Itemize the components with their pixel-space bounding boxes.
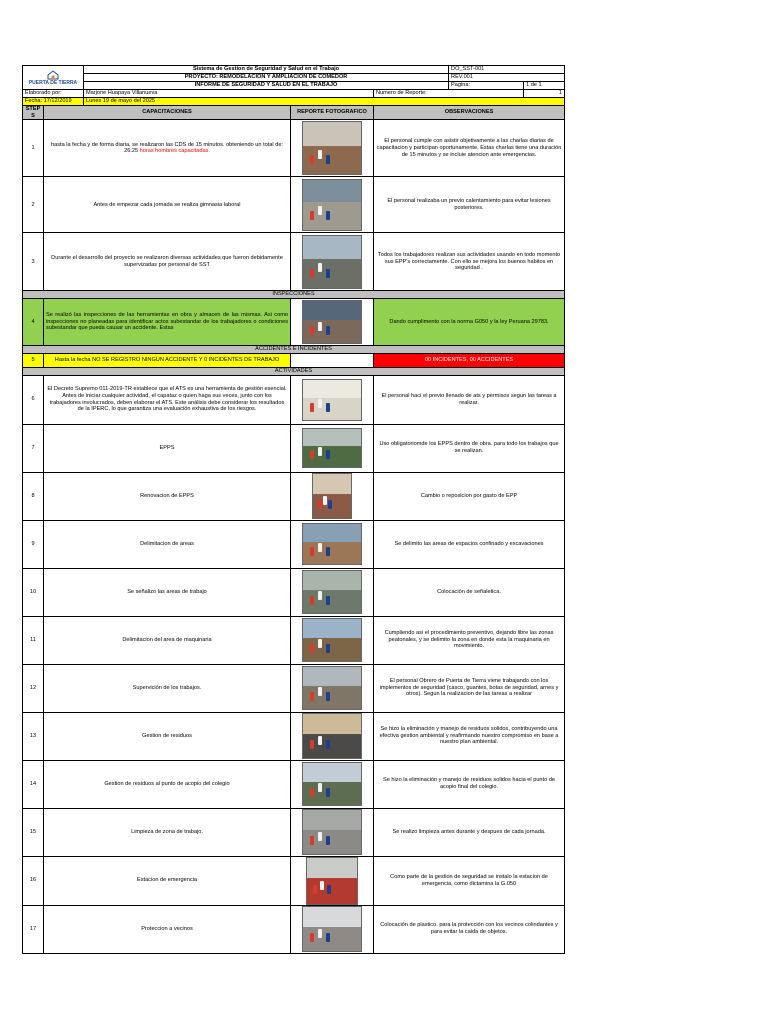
site-photo <box>302 179 362 231</box>
step-number: 5 <box>23 353 44 367</box>
photo-background <box>303 763 361 782</box>
photo-cell <box>291 664 374 712</box>
table-row <box>23 353 565 367</box>
capacitacion-text: hasta la fecha y de forma diaria, se realizaron las CDS de 15 minutos. obteniendo un total de: 26.25 horas hombres capacitadas. <box>44 120 291 177</box>
step-number: 14 <box>23 760 44 808</box>
observacion-text: El personal hací el previo llenado de ats y permisos segun las tareas a realizar. <box>374 375 565 424</box>
table-row <box>23 905 565 953</box>
section-accidentes: ACCIDENTES E INCIDENTES <box>23 346 565 354</box>
worker-figure <box>328 500 332 509</box>
worker-figure <box>326 450 330 459</box>
worker-figure <box>310 403 314 412</box>
worker-figure <box>318 736 322 745</box>
photo-cell <box>291 616 374 664</box>
accident-status-badge: 00 INCIDENTES, 00 ACCIDENTES <box>374 353 565 367</box>
report-title: INFORME DE SEGURIDAD Y SALUD EN EL TRABAJO <box>84 82 449 90</box>
table-row <box>23 299 565 346</box>
company-logo <box>23 66 84 90</box>
report-number-label: Numero de Reporte: <box>374 90 524 98</box>
observacion-text: Se hizo la eliminación y manejo de residuos solidos hacia el punto de acopio final del colegio. <box>374 760 565 808</box>
observacion-text: Se delimito las areas de espacios confinado y excavaciones <box>374 520 565 568</box>
worker-figure <box>310 740 314 749</box>
worker-figure <box>310 547 314 556</box>
table-row <box>23 177 565 233</box>
photo-background <box>307 858 357 879</box>
observacion-text: Colocación de plastico. para la protección con los vecinos colindantes y para evitar la caida de objetos. <box>374 905 565 953</box>
step-number: 9 <box>23 520 44 568</box>
observacion-text: El personal cumple con asistir objetivamente a las charlas diarias de capacitacion y participan oportunamente. Estas charlas tiene una duración de 15 minutos y se incluie atencion ante emergencias. <box>374 120 565 177</box>
photo-background <box>303 380 361 398</box>
worker-figure <box>318 263 322 272</box>
worker-figure <box>310 836 314 845</box>
photo-background <box>303 619 361 638</box>
table-row <box>23 856 565 905</box>
project-title: PROYECTO: REMODELACION Y AMPLIACION DE COMEDOR <box>84 74 449 82</box>
worker-figure <box>318 783 322 792</box>
worker-figure <box>326 836 330 845</box>
table-row <box>23 233 565 291</box>
site-photo <box>302 428 362 468</box>
step-number: 6 <box>23 375 44 424</box>
table-row <box>23 760 565 808</box>
capacitacion-text: El Decreto Supremo 011-2019-TR establece que el ATS es una herramienta de gestión esencial. Antes de iniciar cualquier actividad, el capataz o quien haga sus veces, junto con los trabajadores involucrados, deben elaborar el ATS. Este análisis debe considerar los resultados de la IPERC, lo que garantiza una evaluación exhaustiva de los riesgos. <box>44 375 291 424</box>
col-observaciones: OBSERVACIONES <box>374 106 565 120</box>
capacitacion-text: Estacion de emergencia <box>44 856 291 905</box>
capacitacion-text: Se señalizo las areas de trabajo <box>44 568 291 616</box>
step-number: 17 <box>23 905 44 953</box>
site-photo <box>302 235 362 289</box>
table-row <box>23 520 565 568</box>
capacitacion-text: Delimitacion de areas <box>44 520 291 568</box>
table-row <box>23 808 565 856</box>
worker-figure <box>326 740 330 749</box>
worker-figure <box>318 543 322 552</box>
photo-cell <box>291 299 374 346</box>
document-photo <box>302 379 362 421</box>
col-capacitaciones: CAPACITACIONES <box>44 106 291 120</box>
photo-cell <box>291 233 374 291</box>
capacitacion-text: Limpieza de zona de trabajo. <box>44 808 291 856</box>
site-photo <box>302 906 362 952</box>
capacitacion-text: Delimitacion del area de maquinaria <box>44 616 291 664</box>
worker-figure <box>318 447 322 456</box>
photo-cell <box>291 424 374 472</box>
photo-background <box>303 301 361 320</box>
observacion-text: Se hizo la eliminación y manejo de residuos solidos, contribuyendo una efectiva gestion ambiental y reafirmando nuestro compromiso en base a nuestro plan ambiental. <box>374 712 565 760</box>
worker-figure <box>310 933 314 942</box>
site-photo <box>306 857 358 905</box>
page-label: Pagina: <box>449 82 524 90</box>
step-number: 2 <box>23 177 44 233</box>
capacitacion-text: Se realizó las inspecciones de las herramientas en obra y almacen de las mismas. Asi como inspecciones no planeadas para identificar actos subestandar de los trabajadores o condiciones subestandar que pueda causar un accidente. Estas <box>44 299 291 346</box>
photo-cell <box>291 905 374 953</box>
capacitacion-text: Hasta la fecha NO SE REGISTRO NINGUN ACCIDENTE Y 0 INCIDENTES DE TRABAJO <box>44 353 291 367</box>
date-value: Lunes 19 de mayo del 2025 <box>84 98 565 106</box>
observacion-text: El personal Obrero de Puerta de Tierra viene trabajando con los implementos de seguridad (casco, guantes, botas de seguridad, arnes y otros). Segun la realizacion de las tareas a realizar <box>374 664 565 712</box>
worker-figure <box>318 929 322 938</box>
observacion-text: Uso obligatoriomde los EPPS dentro de obra. para todo los trabajos que se realizan. <box>374 424 565 472</box>
worker-figure <box>326 269 330 278</box>
observacion-text: Cumpliendo asi el procedimiento preventivo, dejando libre las zonas peatonales, y se delimito la zona en donde esta la maquinaria en movimiento. <box>374 616 565 664</box>
report-number-value: 1 <box>524 90 565 98</box>
worker-figure <box>310 211 314 220</box>
observacion-text: Se realizo limpieza antes durante y despues de cada jornada. <box>374 808 565 856</box>
worker-figure <box>318 150 322 159</box>
photo-background <box>303 810 361 830</box>
photo-background <box>313 474 351 494</box>
photo-background <box>303 524 361 542</box>
worker-figure <box>310 788 314 797</box>
worker-figure <box>326 692 330 701</box>
step-number: 10 <box>23 568 44 616</box>
observacion-text: El personal realizaba un previo calentamiento para evitar lesiones posteriores. <box>374 177 565 233</box>
capacitacion-text: EPPS <box>44 424 291 472</box>
photo-background <box>303 571 361 590</box>
table-row <box>23 568 565 616</box>
site-photo <box>302 762 362 806</box>
worker-figure <box>323 496 327 505</box>
observacion-text: Cambio o reposicion por gasto de EPP <box>374 472 565 520</box>
worker-figure <box>318 832 322 841</box>
capacitacion-text: Proteccion a vecinos <box>44 905 291 953</box>
worker-figure <box>318 639 322 648</box>
worker-figure <box>326 933 330 942</box>
site-photo <box>302 300 362 344</box>
site-photo <box>302 809 362 855</box>
worker-figure <box>326 547 330 556</box>
worker-figure <box>310 450 314 459</box>
step-number: 13 <box>23 712 44 760</box>
photo-cell <box>291 120 374 177</box>
capacitacion-text: Gestion de residuos <box>44 712 291 760</box>
photo-cell <box>291 520 374 568</box>
observacion-text: Colocación de señaletica. <box>374 568 565 616</box>
worker-figure <box>326 211 330 220</box>
house-logo-icon <box>47 70 59 80</box>
site-photo <box>302 523 362 565</box>
photo-cell <box>291 177 374 233</box>
site-photo <box>302 570 362 614</box>
worker-figure <box>310 596 314 605</box>
site-photo <box>302 713 362 759</box>
worker-figure <box>326 788 330 797</box>
prepared-by-label: Elaborado por: <box>23 90 84 98</box>
system-title: Sistema de Gestion de Seguridad y Salud en el Trabajo <box>84 66 449 74</box>
worker-figure <box>318 399 322 408</box>
worker-figure <box>318 687 322 696</box>
table-row <box>23 120 565 177</box>
capacitacion-text: Durante el desarrollo del proyecto se realizaron diversas actividades que fueron debidamente supervizadas por personal de SST <box>44 233 291 291</box>
photo-background <box>303 714 361 734</box>
photo-background <box>303 180 361 203</box>
step-number: 12 <box>23 664 44 712</box>
worker-figure <box>320 881 324 890</box>
worker-figure <box>318 206 322 215</box>
observacion-text: Dando cumplimento con la norma G050 y la ley Peruana 29783. <box>374 299 565 346</box>
step-number: 1 <box>23 120 44 177</box>
table-row <box>23 375 565 424</box>
photo-background <box>303 907 361 927</box>
step-number: 15 <box>23 808 44 856</box>
section-actividades: ACTIVIDADES <box>23 367 565 375</box>
document-code: DO_SST-001 <box>449 66 565 74</box>
prepared-by-value: Marjorie Huapaya Villanueva <box>84 90 374 98</box>
logo-text: PUERTA DE TIERRA <box>28 79 78 86</box>
photo-background <box>303 429 361 446</box>
worker-figure <box>327 885 331 894</box>
worker-figure <box>310 269 314 278</box>
capacitacion-text: Supervición de los trabajos. <box>44 664 291 712</box>
observacion-text: Todos los trabajadores realizan sus actividades usando en todo momento sus EPP's correctamente. Con ello se mejora los buenos habitos en seguridad . <box>374 233 565 291</box>
worker-figure <box>326 596 330 605</box>
photo-background <box>303 122 361 145</box>
worker-figure <box>326 644 330 653</box>
photo-cell <box>291 568 374 616</box>
worker-figure <box>318 322 322 331</box>
step-number: 3 <box>23 233 44 291</box>
worker-figure <box>313 885 317 894</box>
capacitacion-text: Antes de empezar cada jornada se realiza gimnasia laboral <box>44 177 291 233</box>
section-inspecciones: INSPECCIONES <box>23 291 565 299</box>
step-number: 8 <box>23 472 44 520</box>
table-row <box>23 616 565 664</box>
worker-figure <box>326 326 330 335</box>
worker-figure <box>318 591 322 600</box>
worker-figure <box>318 500 322 509</box>
step-number: 7 <box>23 424 44 472</box>
table-row <box>23 424 565 472</box>
worker-figure <box>310 692 314 701</box>
observacion-text: Como parte de la gestion de seguridad se instalo la estacion de emergencia, como dictamina la G.050 <box>374 856 565 905</box>
photo-background <box>303 236 361 259</box>
page-value: 1 de 1 <box>524 82 565 90</box>
site-photo <box>312 473 352 519</box>
photo-cell <box>291 375 374 424</box>
worker-figure <box>310 155 314 164</box>
photo-cell <box>291 712 374 760</box>
capacitacion-text: Renovacion de EPPS <box>44 472 291 520</box>
photo-background <box>303 667 361 686</box>
report-sheet <box>22 65 564 954</box>
worker-figure <box>310 326 314 335</box>
table-row <box>23 472 565 520</box>
table-row <box>23 664 565 712</box>
table-row <box>23 712 565 760</box>
photo-cell <box>291 353 374 367</box>
col-reporte: REPORTE FOTOGRAFICO <box>291 106 374 120</box>
step-number: 4 <box>23 299 44 346</box>
worker-figure <box>326 403 330 412</box>
photo-cell <box>291 760 374 808</box>
worker-figure <box>326 155 330 164</box>
photo-cell <box>291 808 374 856</box>
site-photo <box>302 121 362 175</box>
step-number: 11 <box>23 616 44 664</box>
site-photo <box>302 618 362 662</box>
photo-cell <box>291 472 374 520</box>
photo-cell <box>291 856 374 905</box>
revision: REV.001 <box>449 74 565 82</box>
site-photo <box>302 666 362 710</box>
report-table <box>22 65 565 954</box>
worker-figure <box>310 644 314 653</box>
col-steps: STEP S <box>23 106 44 120</box>
step-number: 16 <box>23 856 44 905</box>
date-label: Fecha: 17/12/2019 <box>23 98 84 106</box>
capacitacion-text: Gestion de residuos al punto de acopio del colegio <box>44 760 291 808</box>
